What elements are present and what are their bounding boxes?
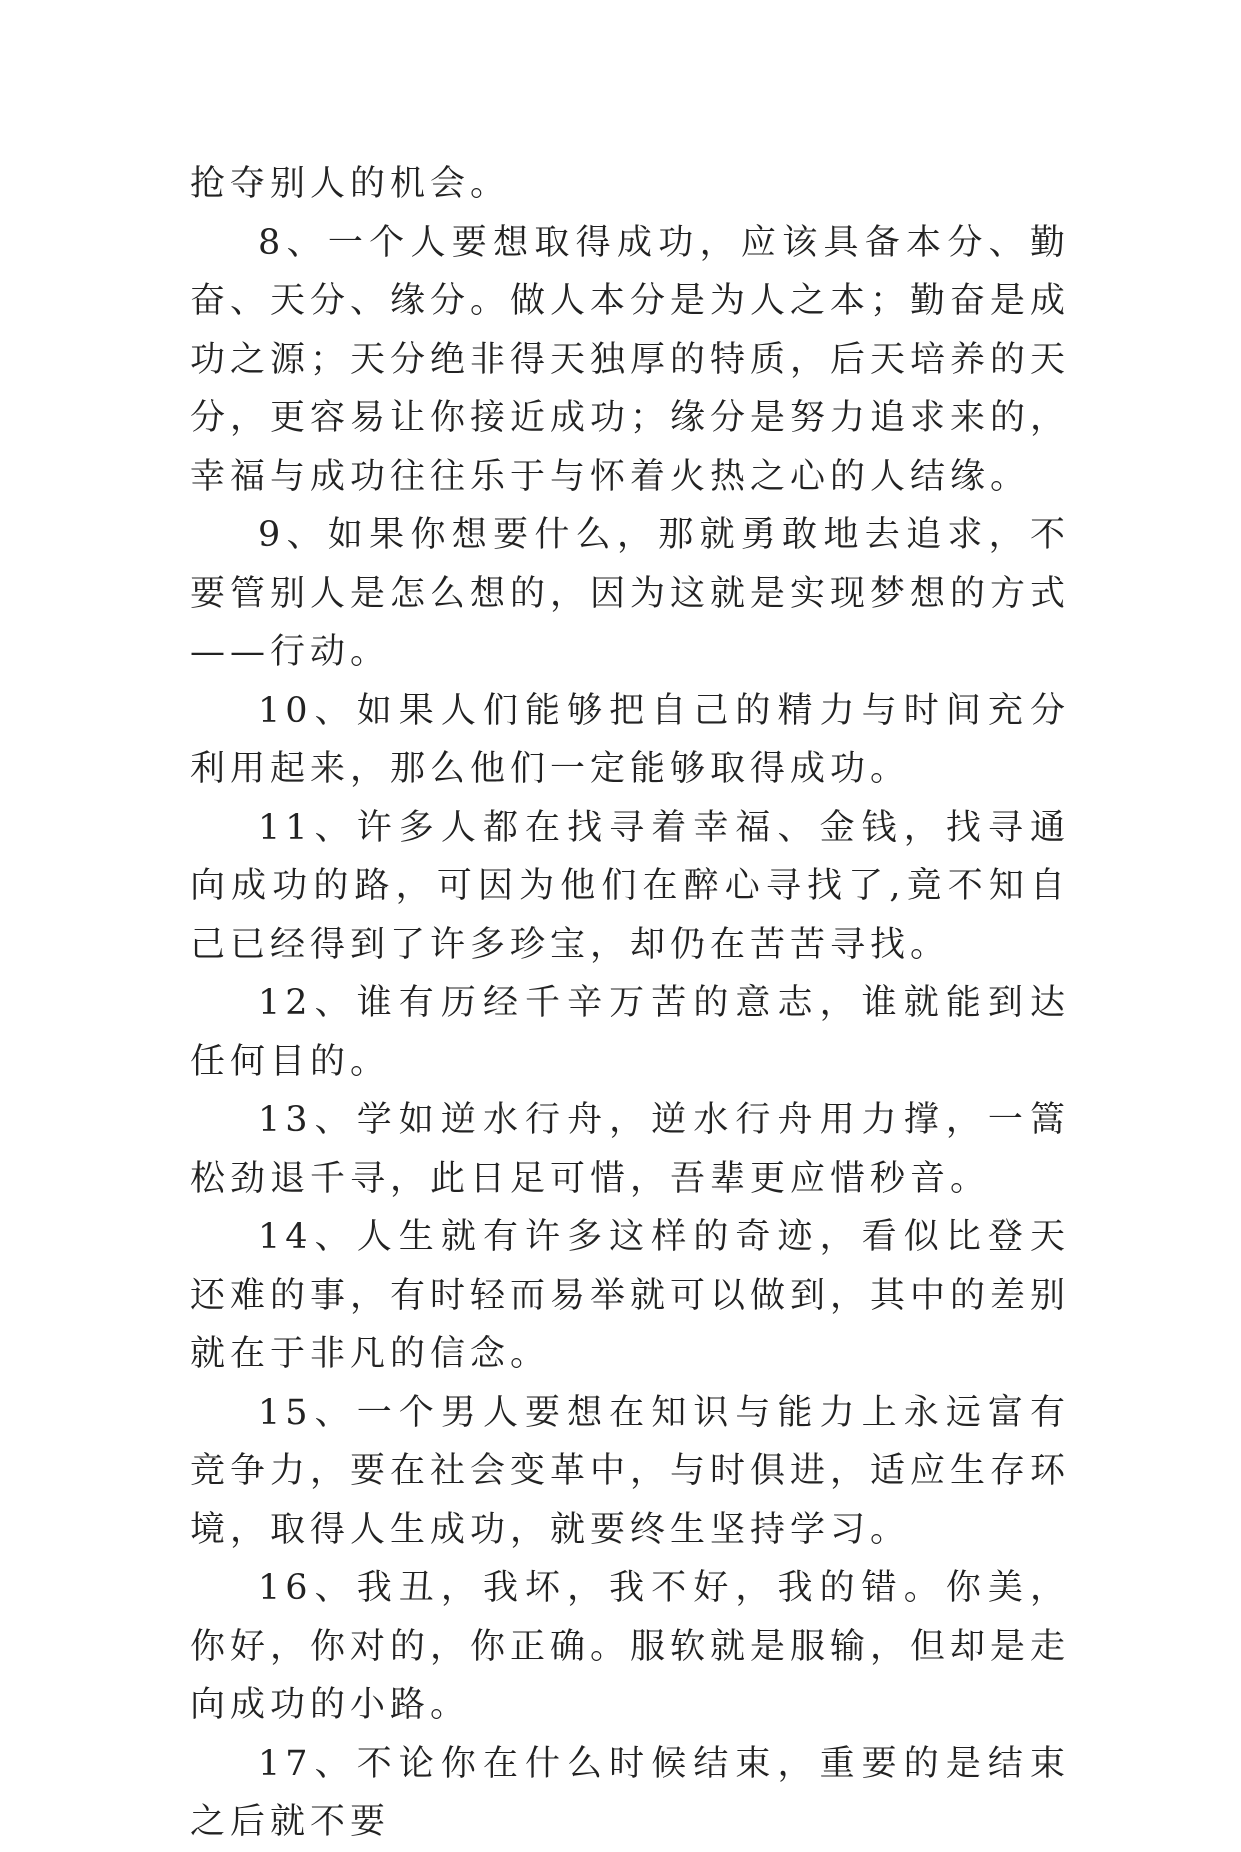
paragraph-8: 8、一个人要想取得成功，应该具备本分、勤奋、天分、缘分。做人本分是为人之本；勤奋是成功之源；天分绝非得天独厚的特质，后天培养的天分，更容易让你接近成功；缘分是努力追求来的，幸福与成功往往乐于与怀着火热之心的人结缘。 xyxy=(190,222,1071,497)
paragraph-10: 10、如果人们能够把自己的精力与时间充分利用起来，那么他们一定能够取得成功。 xyxy=(190,690,1070,789)
paragraph-continuation: 抢夺别人的机会。 xyxy=(190,164,511,204)
paragraph-15: 15、一个男人要想在知识与能力上永远富有竞争力，要在社会变革中，与时俱进，适应生存环境，取得人生成功，就要终生坚持学习。 xyxy=(190,1392,1071,1550)
paragraph-11: 11、许多人都在找寻着幸福、金钱，找寻通向成功的路，可因为他们在醉心寻找了,竟不知自己已经得到了许多珍宝，却仍在苦苦寻找。 xyxy=(190,807,1070,965)
document-body xyxy=(190,155,1070,1852)
paragraph-14: 14、人生就有许多这样的奇迹，看似比登天还难的事，有时轻而易举就可以做到，其中的差别就在于非凡的信念。 xyxy=(190,1217,1071,1374)
paragraph-16: 16、我丑，我坏，我不好，我的错。你美，你好，你对的，你正确。服软就是服输，但却是走向成功的小路。 xyxy=(190,1568,1071,1725)
paragraph-12: 12、谁有历经千辛万苦的意志，谁就能到达任何目的。 xyxy=(190,983,1070,1082)
paragraph-9: 9、如果你想要什么，那就勇敢地去追求，不要管别人是怎么想的，因为这就是实现梦想的方式——行动。 xyxy=(190,515,1071,672)
paragraph-17: 17、不论你在什么时候结束，重要的是结束之后就不要 xyxy=(190,1743,1070,1842)
paragraph-13: 13、学如逆水行舟，逆水行舟用力撑，一篙松劲退千寻，此日足可惜，吾辈更应惜秒音。 xyxy=(190,1100,1070,1199)
